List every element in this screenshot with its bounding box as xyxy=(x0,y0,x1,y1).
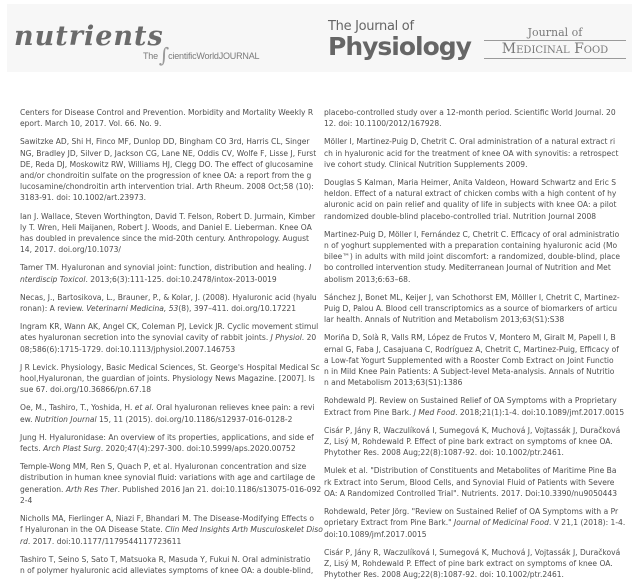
reference-line xyxy=(20,262,325,273)
reference-text-segment: Ingram KR, Wann AK, Angel CK, Coleman PJ, Levick JR. Cyclic movement stimul xyxy=(20,322,319,332)
reference-text-segment: Z, Lisý M, Rohdewald P. Effect of pine bark extract on symptoms of knee OA. xyxy=(324,437,613,447)
reference-line xyxy=(20,513,325,524)
reference-italic-segment: Clin Med Insights Arth Musculoskelet Diso xyxy=(165,525,323,535)
reference-entry xyxy=(20,362,325,396)
reference-entry xyxy=(20,554,325,576)
reference-text-segment: distribution in human knee synovial fluid: variations with age and cartilage de xyxy=(20,473,316,483)
reference-text-segment: n of yoghurt supplemented with a preparation containing hyaluronic acid (Mo xyxy=(324,241,618,251)
reference-text-segment: Ian J. Wallace, Steven Worthington, David T. Felson, Robert D. Jurmain, Kimber xyxy=(20,211,316,221)
medicinal-food-logo-line1: Journal of xyxy=(484,26,626,41)
reference-italic-segment: Journal of Medicinal Food xyxy=(454,518,549,528)
reference-line xyxy=(324,240,629,251)
reference-line xyxy=(324,447,629,458)
reference-line xyxy=(20,461,325,472)
reference-text-segment: randomized double-blind placebo-controlled trial. Nutrition Journal 2008 xyxy=(324,211,597,221)
reference-text-segment: placebo-controlled study over a 12-month period. Scientific World Journal. 20 xyxy=(324,108,616,117)
reference-text-segment: fects. xyxy=(20,444,44,454)
reference-line xyxy=(20,373,325,384)
reference-text-segment: 08;586(6):1715-1729. doi:10.1113/jphysiol.2007.146753 xyxy=(20,344,236,354)
reference-entry xyxy=(324,547,629,581)
reference-line xyxy=(20,159,325,170)
reference-line xyxy=(324,395,629,406)
reference-text-segment: ronan): A review. xyxy=(20,304,87,314)
reference-line xyxy=(324,407,629,418)
reference-text-segment: ernal G, Faba J, Casajuana C, Rodríguez A, Chetrit C, Martinez-Puig, Efficacy of xyxy=(324,344,619,354)
reference-entry xyxy=(20,321,325,355)
reference-line xyxy=(324,377,629,388)
reference-text-segment: Cisár P, Jány R, Waczulíková I, Sumegová K, Muchová J, Vojtassák J, Durаčková xyxy=(324,425,621,435)
reference-text-segment: a Low-fat Yogurt Supplemented with a Rooster Comb Extract on Joint Functio xyxy=(324,355,614,365)
reference-line xyxy=(20,107,325,118)
reference-line xyxy=(324,366,629,377)
reference-line xyxy=(324,436,629,447)
reference-text-segment: bo controlled intervention study. Mediterranean Journal of Nutrition and Met xyxy=(324,263,611,273)
reference-line xyxy=(324,107,629,118)
reference-entry xyxy=(20,432,325,454)
reference-text-segment: Phytother Res. 2008 Aug;22(8):1087-92. doi: 10.1002/ptr.2461. xyxy=(324,448,564,458)
references-right-column xyxy=(324,107,629,587)
reference-text-segment: 3183-91. doi: 10.1002/art.23973. xyxy=(20,193,147,203)
reference-line xyxy=(20,495,325,506)
reference-text-segment: Martinez-Puig D, Möller I, Fernández C, Chetrit C. Efficacy of oral administratio xyxy=(324,229,620,239)
reference-text-segment: Mulek et al. "Distribution of Constituents and Metabolites of Maritime Pine Ba xyxy=(324,466,617,476)
reference-text-segment: Möller I, Martinez-Puig D, Chetrit C. Oral administration of a natural extract ri xyxy=(324,137,616,147)
reference-line xyxy=(20,211,325,222)
reference-text-segment: ly T. Wren, Heli Maijanen, Robert J. Woods, and Daniel E. Lieberman. Knee OA xyxy=(20,222,312,232)
reference-line xyxy=(20,472,325,483)
reference-line xyxy=(324,229,629,240)
reference-text-segment: abolism 2013;6:63–68. xyxy=(324,274,411,284)
reference-line xyxy=(324,355,629,366)
reference-italic-segment: Arth Res Ther xyxy=(65,484,118,494)
reference-text-segment: OA: A Randomized Controlled Trial". Nutrients. 2017. Doi:10.3390/nu9050443 xyxy=(324,488,618,498)
scientific-world-journal-logo xyxy=(143,40,260,67)
reference-text-segment: Oral hyaluronan relieves knee pain: a revi xyxy=(153,403,315,413)
reference-line xyxy=(324,136,629,147)
reference-text-segment: lucosamine/chondroitin arth intervention trial. Arth Rheum. 2008 Oct;58 (10): xyxy=(20,182,314,192)
reference-text-segment: 14, 2017. doi.org/10.1073/ xyxy=(20,245,121,255)
reference-text-segment: . 2020;47(4):297-300. doi:10.5999/aps.2020.00752 xyxy=(100,444,296,454)
reference-text-segment: 15, 11 (2015). doi.org/10.1186/s12937-016-0128-2 xyxy=(96,414,293,424)
reference-italic-segment: I xyxy=(309,263,312,273)
reference-entry xyxy=(20,262,325,284)
reference-line xyxy=(20,554,325,565)
reference-text-segment: 12. doi: 10.1100/2012/167928. xyxy=(324,119,442,129)
reference-text-segment: has doubled in prevalence since the mid-20th century. Anthropology. August xyxy=(20,234,309,244)
reference-text-segment: generation. xyxy=(20,484,66,494)
journal-of-physiology-logo xyxy=(328,20,471,60)
reference-text-segment: DE, Reda DJ, Moskowitz RW, Williams HJ, Clegg DO. The effect of glucosamine xyxy=(20,159,314,169)
reference-entry xyxy=(20,402,325,424)
reference-text-segment: Moriña D, Solà R, Valls RM, López de Frutos V, Montero M, Giralt M, Papell I, B xyxy=(324,333,616,343)
reference-line xyxy=(324,303,629,314)
reference-text-segment: Extract from Pine Bark. xyxy=(324,407,414,417)
reference-entry xyxy=(324,465,629,499)
references-left-column xyxy=(20,107,325,583)
reference-italic-segment: Arch Plast Surg xyxy=(43,444,101,454)
reference-line xyxy=(324,262,629,273)
reference-line xyxy=(20,192,325,203)
reference-line xyxy=(20,443,325,454)
reference-text-segment: 2-4 xyxy=(20,495,33,505)
reference-entry xyxy=(20,136,325,203)
reference-text-segment: heldon. Effect of a natural extract of chicken combs with a high content of hy xyxy=(324,189,617,199)
reference-text-segment: Centers for Disease Control and Prevention. Morbidity and Mortality Weekly R xyxy=(20,108,314,117)
reference-text-segment: Rohdewald PJ. Review on Sustained Relief of OA Symptoms with a Proprietary xyxy=(324,396,617,406)
reference-line xyxy=(324,199,629,210)
reference-line xyxy=(324,529,629,540)
physiology-logo-line1: The Journal of xyxy=(328,19,414,34)
reference-text-segment: . 2018;21(1):1-4. doi:10.1089/jmf.2017.0015 xyxy=(455,407,625,417)
nutrients-logo: nutrients xyxy=(14,21,164,52)
reference-text-segment: Phytother Res. 2008 Aug;22(8):1087-92. doi: 10.1002/ptr.2461. xyxy=(324,570,564,580)
reference-text-segment: bilee™) in adults with mild joint discomfort: a randomized, double-blind, place xyxy=(324,252,621,262)
reference-line xyxy=(20,244,325,255)
reference-line xyxy=(324,211,629,222)
reference-entry xyxy=(324,177,629,222)
reference-text-segment: f Hyaluronan in the OA Disease State. xyxy=(20,525,166,535)
reference-line xyxy=(20,384,325,395)
reference-line xyxy=(324,569,629,580)
reference-text-segment: aluronic acid on pain relief and quality of life in subjects with knee OA: a pilot xyxy=(324,200,617,210)
reference-italic-segment: J Med Food xyxy=(413,407,456,417)
reference-line xyxy=(324,425,629,436)
reference-entry xyxy=(324,292,629,326)
reference-text-segment: oprietary Extract from Pine Bark." xyxy=(324,518,455,528)
reference-text-segment: Sánchez J, Bonet ML, Keijer J, van Schothorst EM, Mölller I, Chetrit C, Martinez- xyxy=(324,292,620,302)
reference-text-segment: ch in hyaluronic acid for the treatment of knee OA with synovitis: a retrospect xyxy=(324,148,619,158)
reference-entry xyxy=(324,136,629,170)
scientific-world-prefix: The xyxy=(143,51,158,61)
reference-line xyxy=(324,292,629,303)
reference-text-segment: hool,Hyaluronan, the guardian of joints. Physiology News Magazine. [2007]. Is xyxy=(20,374,315,384)
reference-line xyxy=(324,118,629,129)
reference-line xyxy=(20,181,325,192)
reference-line xyxy=(324,517,629,528)
reference-italic-segment: nterdiscip Toxicol xyxy=(20,274,86,284)
reference-text-segment: . V 21,1 (2018): 1-4. xyxy=(548,518,626,528)
reference-line xyxy=(20,432,325,443)
reference-line xyxy=(324,506,629,517)
reference-line xyxy=(20,536,325,547)
reference-line xyxy=(324,251,629,262)
reference-line xyxy=(20,118,325,129)
reference-entry xyxy=(324,425,629,459)
reference-line xyxy=(20,362,325,373)
reference-text-segment: NG, Bradley JD, Silver D, Jackson CG, Lane NE, Oddis CV, Wolfe F, Lisse J, Furst xyxy=(20,148,317,158)
reference-text-segment: Necas, J., Bartosikova, L., Brauner, P., & Kolar, J. (2008). Hyaluronic acid (hyalu xyxy=(20,292,317,302)
reference-italic-segment: Nutrition Journal xyxy=(34,414,97,424)
reference-line xyxy=(20,274,325,285)
reference-line xyxy=(20,292,325,303)
reference-text-segment: ive cohort study. Clinical Nutrition Supplements 2009. xyxy=(324,159,528,169)
reference-entry xyxy=(324,229,629,285)
reference-line xyxy=(324,477,629,488)
reference-text-segment: Z, Lisý M, Rohdewald P. Effect of pine bark extract on symptoms of knee OA. xyxy=(324,558,613,568)
reference-text-segment: Nicholls MA, Fierlinger A, Niazi F, Bhandari M. The Disease-Modifying Effects o xyxy=(20,514,315,524)
reference-entry xyxy=(20,211,325,256)
medicinal-food-logo-line2: Medicinal Food xyxy=(484,41,626,59)
reference-line xyxy=(20,565,325,576)
reference-text-segment: Tamer TM. Hyaluronan and synovial joint: function, distribution and healing. xyxy=(20,263,310,273)
reference-line xyxy=(324,488,629,499)
reference-text-segment: Jung H. Hyaluronidase: An overview of its properties, applications, and side ef xyxy=(20,432,314,442)
reference-text-segment: Douglas S Kalman, Maria Heimer, Anita Valdeon, Howard Schwartz and Eric S xyxy=(324,178,617,188)
reference-text-segment: Puig D, Palou A. Blood cell transcriptomics as a source of biomarkers of articu xyxy=(324,304,618,314)
reference-text-segment: . Published 2016 Jan 21. doi:10.1186/s13075-016-092 xyxy=(117,484,322,494)
reference-entry xyxy=(20,292,325,314)
reference-italic-segment: et al. xyxy=(134,403,154,413)
reference-text-segment: n and Metabolism 2013;63(S1):1386 xyxy=(324,378,463,388)
reference-entry xyxy=(324,107,629,129)
reference-line xyxy=(324,344,629,355)
reference-line xyxy=(20,148,325,159)
reference-entry xyxy=(20,513,325,547)
reference-text-segment: n of polymer hyaluronic acid alleviates symptoms of knee OA: a double-blind, xyxy=(20,565,314,575)
reference-text-segment: . 2017. doi:10.1177/1179544117723611 xyxy=(27,536,182,546)
reference-line xyxy=(20,321,325,332)
journal-of-medicinal-food-logo xyxy=(484,26,626,59)
physiology-logo-line2: Physiology xyxy=(328,32,471,61)
reference-line xyxy=(324,332,629,343)
reference-text-segment: Oe, M., Tashiro, T., Yoshida, H. xyxy=(20,403,135,413)
reference-text-segment: J R Levick. Physiology, Basic Medical Sciences, St. George's Hospital Medical Sc xyxy=(20,362,320,372)
reference-text-segment: doi:10.1089/jmf.2017.0015 xyxy=(324,529,427,539)
scientific-world-swoosh: ∫ xyxy=(158,43,170,67)
reference-line xyxy=(20,484,325,495)
reference-line xyxy=(20,233,325,244)
reference-line xyxy=(20,222,325,233)
reference-line xyxy=(20,402,325,413)
reference-text-segment: and/or chondroitin sulfate on the progression of knee OA: a report from the g xyxy=(20,171,312,181)
reference-text-segment: rk Extract into Serum, Blood Cells, and Synovial Fluid of Patients with Severe xyxy=(324,477,615,487)
reference-italic-segment: J Physiol xyxy=(270,333,302,343)
reference-entry xyxy=(20,461,325,506)
scientific-world-rest: cientificWorldJOURNAL xyxy=(168,51,260,61)
reference-line xyxy=(20,414,325,425)
reference-text-segment: ates hyaluronan secretion into the synovial cavity of rabbit joints. xyxy=(20,333,271,343)
reference-line xyxy=(20,170,325,181)
reference-entry xyxy=(324,395,629,417)
reference-text-segment: (8), 397–411. doi.org/10.17221 xyxy=(178,304,297,314)
reference-line xyxy=(324,314,629,325)
reference-text-segment: ew. xyxy=(20,414,35,424)
reference-text-segment: . 2013;6(3):111-125. doi:10.2478/intox-2013-0019 xyxy=(85,274,277,284)
reference-text-segment: Tashiro T, Seino S, Sato T, Matsuoka R, Masuda Y, Fukui N. Oral administratio xyxy=(20,554,311,564)
reference-text-segment: n in Mild Knee Pain Patients: A Subject-level Meta-analysis. Annals of Nutritio xyxy=(324,367,615,377)
reference-text-segment: lar health. Annals of Nutrition and Metabolism 2013;63(S1):S38 xyxy=(324,315,565,325)
reference-line xyxy=(20,136,325,147)
reference-line xyxy=(20,344,325,355)
reference-line xyxy=(324,177,629,188)
reference-line xyxy=(324,159,629,170)
reference-text-segment: Sawitzke AD, Shi H, Finco MF, Dunlop DD, Bingham CO 3rd, Harris CL, Singer xyxy=(20,137,310,147)
reference-entry xyxy=(20,107,325,129)
reference-text-segment: sue 67. doi.org/10.36866/pn.67.18 xyxy=(20,385,152,395)
reference-text-segment: eport. March 10, 2017. Vol. 66. No. 9. xyxy=(20,119,162,129)
reference-text-segment: Cisár P, Jány R, Waczulíková I, Sumegová K, Muchová J, Vojtassák J, Durаčková xyxy=(324,547,621,557)
reference-line xyxy=(324,547,629,558)
reference-italic-segment: Veterinarni Medicina, 53 xyxy=(86,304,179,314)
reference-line xyxy=(324,274,629,285)
reference-text-segment: Rohdewald, Peter Jörg. "Review on Sustained Relief of OA Symptoms with a Pr xyxy=(324,507,619,517)
reference-line xyxy=(324,465,629,476)
reference-text-segment: . 20 xyxy=(301,333,317,343)
reference-line xyxy=(324,188,629,199)
reference-line xyxy=(324,558,629,569)
reference-line xyxy=(20,524,325,535)
reference-entry xyxy=(324,332,629,388)
reference-line xyxy=(20,303,325,314)
reference-entry xyxy=(324,506,629,540)
reference-text-segment: Temple-Wong MM, Ren S, Quach P, et al. Hyaluronan concentration and size xyxy=(20,462,307,472)
reference-line xyxy=(20,332,325,343)
reference-italic-segment: rd xyxy=(20,536,28,546)
reference-line xyxy=(324,148,629,159)
